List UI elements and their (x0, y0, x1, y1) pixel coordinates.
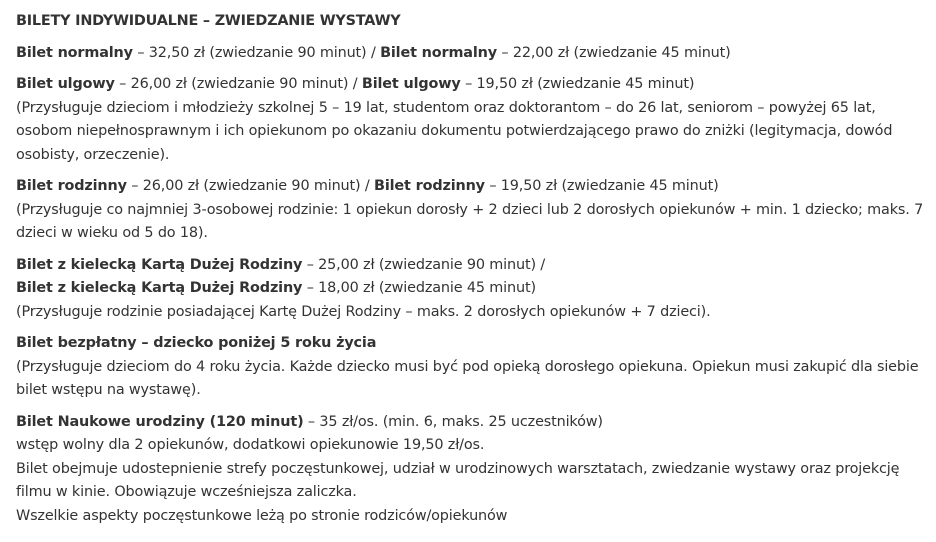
ticket-reduced-name-90: Bilet ulgowy (16, 76, 115, 92)
section-heading: BILETY INDYWIDUALNE – ZWIEDZANIE WYSTAWY (16, 13, 401, 29)
ticket-family-note: (Przysługuje co najmniej 3-osobowej rodzinie: 1 opiekun dorosły + 2 dzieci lub 2 dorosłych opiekunów + min. 1 dziecko; maks. 7 dzieci w wieku od 5 do 18). (16, 201, 924, 241)
ticket-free-name: Bilet bezpłatny – dziecko poniżej 5 roku życia (16, 335, 377, 351)
ticket-big-family (16, 254, 936, 325)
ticket-big-family-price-90: – 25,00 zł (zwiedzanie 90 minut) / (302, 256, 546, 273)
ticket-normal (16, 42, 936, 66)
ticket-reduced-name-45: Bilet ulgowy (361, 76, 461, 92)
ticket-big-family-line-90 (16, 254, 936, 278)
ticket-birthday-catering: Wszelkie aspekty poczęstunkowe leżą po stronie rodziców/opiekunów (16, 507, 508, 524)
ticket-birthday-line (16, 411, 936, 435)
ticket-reduced-line (16, 73, 936, 97)
ticket-birthday-guardians: wstęp wolny dla 2 opiekunów, dodatkowi opiekunowie 19,50 zł/os. (16, 437, 485, 453)
ticket-normal-line (16, 42, 936, 66)
ticket-free-note: (Przysługuje dzieciom do 4 roku życia. Każde dziecko musi być pod opieką dorosłego opiekuna. Opiekun musi zakupić dla siebie bilet wstępu na wystawę). (16, 358, 919, 398)
ticket-birthday-includes: Bilet obejmuje udostepnienie strefy poczęstunkowej, udział w urodzinowych warsztatach, zwiedzanie wystawy oraz projekcję filmu w kinie. Obowiązuje wcześniejsza zaliczka. (16, 460, 900, 500)
ticket-normal-price-45: – 22,00 zł (zwiedzanie 45 minut) (496, 44, 731, 61)
ticket-normal-name-90: Bilet normalny (16, 44, 133, 61)
ticket-reduced-note: (Przysługuje dzieciom i młodzieży szkolnej 5 – 19 lat, studentom oraz doktorantom – do 26 lat, seniorom – powyżej 65 lat, osobom niepełnosprawnym i ich opiekunom po okazaniu dokumentu potwierdzającego prawo do zniżki (legitymacja, dowód osobisty, orzeczenie). (16, 99, 893, 163)
ticket-reduced (16, 73, 936, 167)
ticket-big-family-name-90: Bilet z kielecką Kartą Dużej Rodziny (16, 256, 303, 273)
ticket-normal-price-90: – 32,50 zł (zwiedzanie 90 minut) / (132, 44, 381, 61)
ticket-family-price-90: – 26,00 zł (zwiedzanie 90 minut) / (126, 178, 375, 194)
ticket-family-name-45: Bilet rodzinny (374, 178, 485, 194)
ticket-reduced-price-90: – 26,00 zł (zwiedzanie 90 minut) / (114, 76, 362, 92)
ticket-family-price-45: – 19,50 zł (zwiedzanie 45 minut) (484, 178, 719, 194)
ticket-family-line (16, 175, 936, 199)
ticket-big-family-line-45 (16, 277, 936, 301)
ticket-birthday (16, 411, 936, 529)
ticket-free (16, 332, 936, 403)
ticket-birthday-price: – 35 zł/os. (min. 6, maks. 25 uczestników) (303, 413, 603, 430)
ticket-big-family-note: (Przysługuje rodzinie posiadającej Kartę Dużej Rodziny – maks. 2 dorosłych opiekunów + 7 dzieci). (16, 303, 711, 320)
ticket-big-family-price-45: – 18,00 zł (zwiedzanie 45 minut) (302, 280, 536, 296)
ticket-family (16, 175, 936, 246)
ticket-reduced-price-45: – 19,50 zł (zwiedzanie 45 minut) (460, 76, 695, 92)
ticket-normal-name-45: Bilet normalny (380, 44, 497, 61)
ticket-big-family-name-45: Bilet z kielecką Kartą Dużej Rodziny (16, 280, 303, 296)
ticket-family-name-90: Bilet rodzinny (16, 178, 127, 194)
ticket-birthday-name: Bilet Naukowe urodziny (120 minut) (16, 413, 304, 430)
